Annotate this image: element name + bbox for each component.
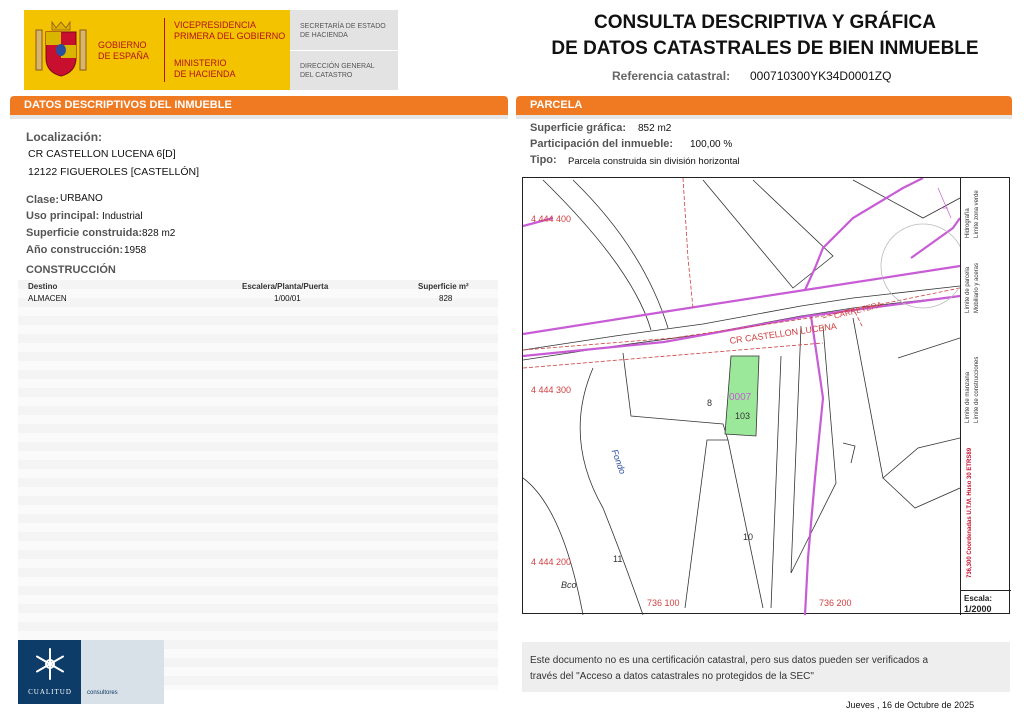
disclaimer-note — [522, 642, 1010, 692]
cadastral-map — [522, 177, 1010, 614]
y-label-3: 4 444 200 — [531, 557, 572, 567]
bar-shadow — [516, 115, 1012, 119]
tipo-label: Tipo: — [530, 154, 557, 166]
title-line2: DE DATOS CATASTRALES DE BIEN INMUEBLE — [551, 38, 979, 59]
ministerio — [174, 58, 236, 80]
lot-label-11: 11 — [613, 554, 623, 564]
legend-item-hidrografia: Hidrografía — [965, 208, 971, 238]
note-line1: Este documento no es una certificación catastral, pero sus datos pueden ser verificados a — [530, 655, 929, 666]
header-superficie: Superficie m² — [418, 282, 469, 291]
document-date: Jueves , 16 de Octubre de 2025 — [846, 700, 975, 710]
place-label-fondo: Fondo — [609, 448, 628, 476]
construccion-table — [18, 280, 498, 690]
dir-line2: DEL CATASTRO — [300, 72, 353, 79]
legend-item-parcela: Límite de parcela — [965, 266, 971, 313]
logo-dark-panel — [18, 640, 81, 704]
government-header — [24, 10, 398, 90]
sec-line1: SECRETARÍA DE ESTADO — [300, 23, 386, 30]
superficie-value: 828 m2 — [142, 228, 176, 239]
header-destino: Destino — [28, 282, 58, 291]
government-secretariat-band — [290, 10, 398, 90]
clase-label: Clase: — [26, 194, 60, 206]
section-title-datos: DATOS DESCRIPTIVOS DEL INMUEBLE — [10, 96, 508, 115]
address-line1: CR CASTELLON LUCENA 6[D] — [28, 148, 176, 160]
legend-item-manzana: Límite de manzana — [965, 371, 971, 423]
vice-line2: PRIMERA DEL GOBIERNO — [174, 31, 286, 41]
divider — [164, 18, 165, 82]
cell-superficie: 828 — [439, 294, 453, 303]
x-label-1: 736 100 — [647, 598, 680, 608]
descriptive-data-panel — [18, 122, 498, 690]
government-logo-band — [24, 10, 290, 90]
participacion-value: 100,00 % — [690, 139, 733, 150]
title-line1: CONSULTA DESCRIPTIVA Y GRÁFICA — [593, 12, 937, 33]
legend-item-zona-verde: Límite zona verde — [974, 190, 980, 238]
anio-value: 1958 — [124, 245, 147, 256]
coat-of-arms-icon — [32, 18, 90, 82]
parcel-number: 0007 — [729, 392, 752, 403]
legend-item-construcciones: Límite de construcciones — [974, 356, 980, 423]
snowflake-icon — [32, 646, 68, 682]
cualitud-logo — [18, 640, 164, 704]
uso-value: Industrial — [102, 211, 143, 222]
bar-shadow — [10, 115, 508, 119]
uso-label: Uso principal: — [26, 210, 100, 222]
vicepresidencia — [174, 20, 285, 42]
min-line1: MINISTERIO — [174, 58, 227, 68]
road-label: CARRETERA — [833, 300, 884, 321]
ref-label: Referencia catastral: — [612, 69, 731, 83]
gov-name — [98, 40, 149, 62]
cell-destino: ALMACEN — [28, 294, 67, 303]
map-legend — [960, 178, 1010, 615]
logo-sub: consultores — [87, 690, 118, 696]
localizacion-label: Localización: — [26, 130, 103, 144]
tipo-value: Parcela construida sin división horizontal — [568, 156, 740, 167]
superficie-label: Superficie construida: — [26, 227, 143, 239]
logo-light-panel — [81, 640, 164, 704]
scale-box — [961, 590, 1011, 615]
y-label-1: 4 444 400 — [531, 214, 572, 224]
logo-brand: CUALITUD — [28, 688, 72, 696]
dir-line1: DIRECCIÓN GENERAL — [300, 63, 375, 70]
header-escalera: Escalera/Planta/Puerta — [242, 282, 329, 291]
sup-grafica-value: 852 m2 — [638, 123, 672, 134]
min-line2: DE HACIENDA — [174, 69, 236, 79]
note-line2: través del "Acceso a datos catastrales no protegidos de la SEC" — [530, 671, 814, 682]
address-line2: 12122 FIGUEROLES [CASTELLÓN] — [28, 166, 199, 178]
x-label-2: 736 200 — [819, 598, 852, 608]
lot-label-8: 8 — [707, 398, 713, 408]
direccion-general — [300, 62, 375, 80]
gov-name-line2: DE ESPAÑA — [98, 51, 149, 61]
sup-grafica-label: Superficie gráfica: — [530, 122, 626, 134]
parcela-info — [530, 122, 1000, 172]
scale-label: Escala: — [964, 594, 993, 603]
document-title — [540, 10, 990, 62]
participacion-label: Participación del inmueble: — [530, 138, 674, 150]
lot-label-10: 10 — [743, 532, 754, 542]
section-title-parcela: PARCELA — [516, 96, 1012, 115]
scale-value: 1/2000 — [964, 604, 992, 614]
clase-value: URBANO — [60, 193, 103, 204]
gov-name-line1: GOBIERNO — [98, 40, 147, 50]
construccion-title: CONSTRUCCIÓN — [26, 264, 116, 276]
coord-note: 736,300 Coordenadas U.T.M. Huso 30 ETRS89 — [967, 447, 973, 578]
street-label: CR CASTELLON LUCENA — [729, 320, 838, 346]
y-label-2: 4 444 300 — [531, 385, 572, 395]
cell-epp: 1/00/01 — [274, 294, 301, 303]
legend-item-mobiliario: Mobiliario y aceras — [974, 262, 980, 313]
ref-value: 000710300YK34D0001ZQ — [750, 69, 892, 83]
anio-label: Año construcción: — [26, 244, 124, 256]
vice-line1: VICEPRESIDENCIA — [174, 20, 257, 30]
parcel-sub: 103 — [735, 411, 751, 421]
secretaria — [300, 22, 386, 40]
sec-line2: DE HACIENDA — [300, 32, 348, 39]
referencia-catastral — [612, 69, 892, 83]
place-label-bco: Bco — [561, 580, 577, 590]
divider — [290, 50, 398, 51]
